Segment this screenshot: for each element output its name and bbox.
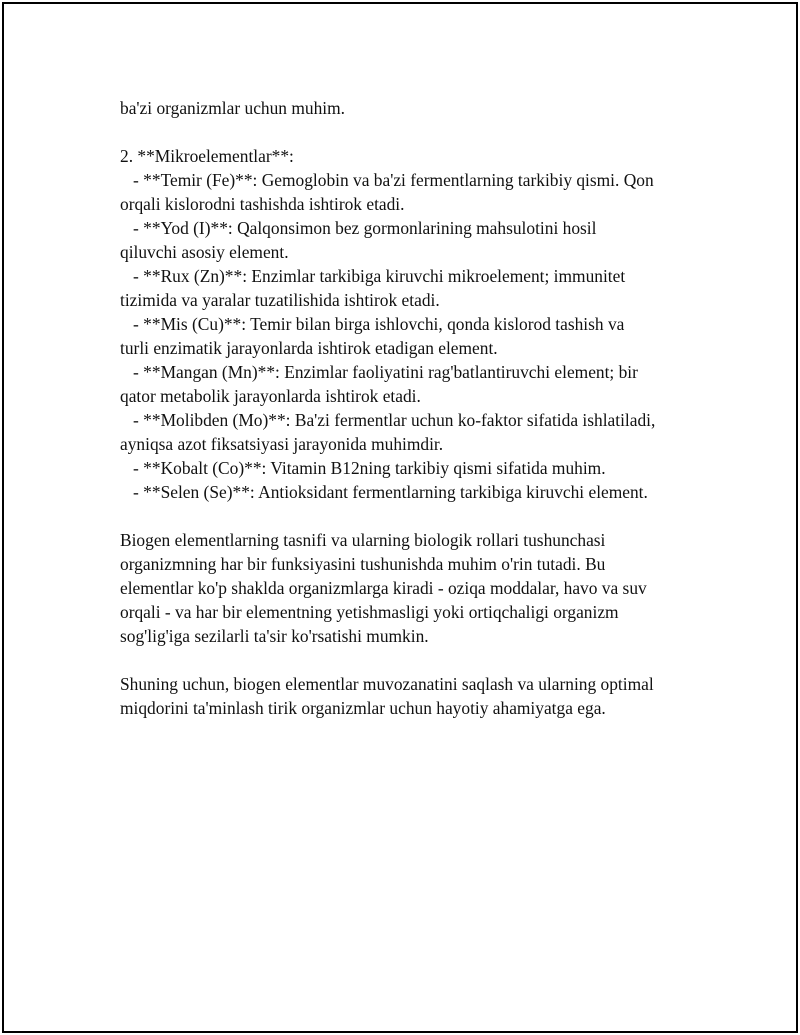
microelement-list — [120, 168, 700, 504]
paragraph-classification — [120, 528, 700, 648]
list-item-line: - **Rux (Zn)**: Enzimlar tarkibiga kiruvchi mikroelement; immunitet — [120, 266, 626, 286]
list-item-line: orqali kislorodni tashishda ishtirok etadi. — [120, 194, 405, 214]
paragraph-line: sog'lig'iga sezilarli ta'sir ko'rsatishi mumkin. — [120, 626, 429, 646]
paragraph-line: elementlar ko'p shaklda organizmlarga kiradi - oziqa moddalar, havo va suv — [120, 578, 647, 598]
paragraph-line: orqali - va har bir elementning yetishmasligi yoki ortiqchaligi organizm — [120, 602, 619, 622]
list-item-line: - **Temir (Fe)**: Gemoglobin va ba'zi fermentlarning tarkibiy qismi. Qon — [120, 170, 654, 190]
blank-line — [120, 504, 700, 528]
list-item-zinc — [120, 264, 700, 312]
paragraph-line: Shuning uchun, biogen elementlar muvozanatini saqlash va ularning optimal — [120, 674, 654, 694]
blank-line — [120, 648, 700, 672]
list-item-line: - **Molibden (Mo)**: Ba'zi fermentlar uchun ko-faktor sifatida ishlatiladi, — [120, 410, 656, 430]
list-item-manganese — [120, 360, 700, 408]
list-item-line: - **Kobalt (Co)**: Vitamin B12ning tarkibiy qismi sifatida muhim. — [120, 458, 606, 478]
list-item-selenium — [120, 480, 700, 504]
list-item-iron — [120, 168, 700, 216]
document-page — [2, 2, 798, 1033]
paragraph-conclusion — [120, 672, 700, 720]
list-item-line: qiluvchi asosiy element. — [120, 242, 289, 262]
list-item-line: - **Selen (Se)**: Antioksidant fermentlarning tarkibiga kiruvchi element. — [120, 482, 648, 502]
list-item-cobalt — [120, 456, 700, 480]
paragraph-line: organizmning har bir funksiyasini tushunishda muhim o'rin tutadi. Bu — [120, 554, 606, 574]
list-item-line: ayniqsa azot fiksatsiyasi jarayonida muhimdir. — [120, 434, 444, 454]
list-item-line: turli enzimatik jarayonlarda ishtirok etadigan element. — [120, 338, 498, 358]
paragraph-line: Biogen elementlarning tasnifi va ularning biologik rollari tushunchasi — [120, 530, 606, 550]
list-item-line: - **Mis (Cu)**: Temir bilan birga ishlovchi, qonda kislorod tashish va — [120, 314, 625, 334]
paragraph-line: miqdorini ta'minlash tirik organizmlar uchun hayotiy ahamiyatga ega. — [120, 698, 606, 718]
list-item-copper — [120, 312, 700, 360]
list-item-line: - **Yod (I)**: Qalqonsimon bez gormonlarining mahsulotini hosil — [120, 218, 597, 238]
list-item-line: - **Mangan (Mn)**: Enzimlar faoliyatini rag'batlantiruvchi element; bir — [120, 362, 638, 382]
blank-line — [120, 120, 700, 144]
section-heading: 2. **Mikroelementlar**: — [120, 146, 294, 166]
list-item-line: qator metabolik jarayonlarda ishtirok etadi. — [120, 386, 421, 406]
list-item-iodine — [120, 216, 700, 264]
continuation-line: ba'zi organizmlar uchun muhim. — [120, 98, 345, 118]
list-item-molybdenum — [120, 408, 700, 456]
document-body — [120, 96, 700, 720]
list-item-line: tizimida va yaralar tuzatilishida ishtirok etadi. — [120, 290, 440, 310]
